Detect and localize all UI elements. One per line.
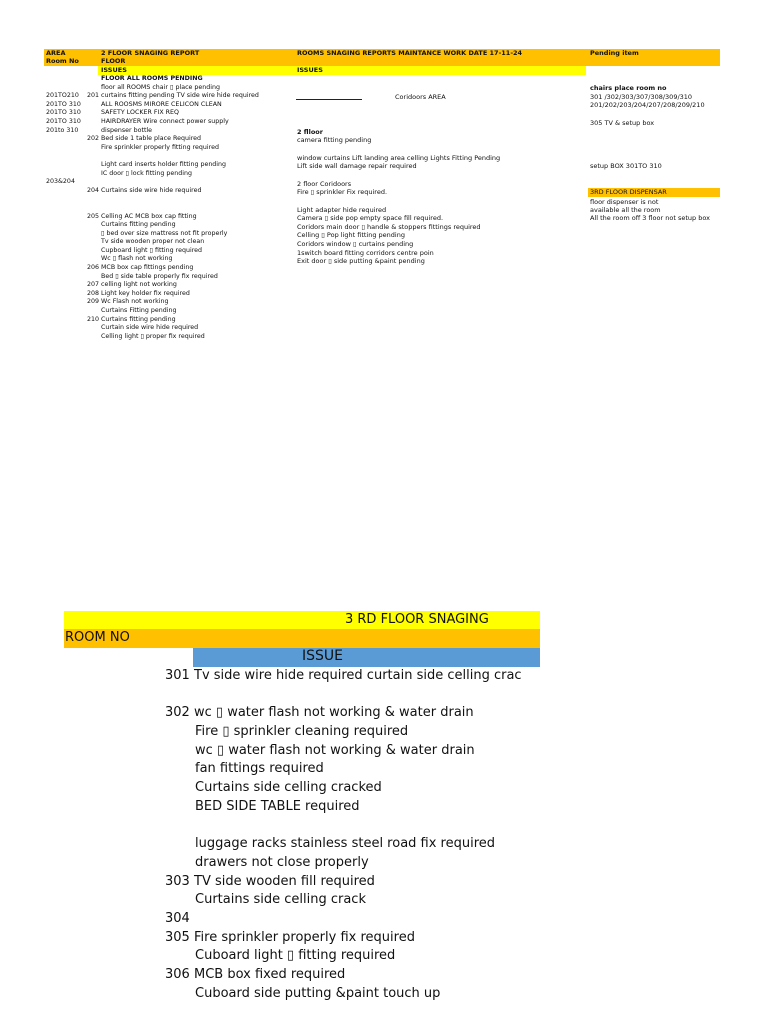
issue-text: Bed side 1 table place Required [101, 135, 202, 143]
mid-item: Lift side wall damage repair required [297, 162, 417, 170]
issue-text: Fire ▯ sprinkler cleaning required [195, 724, 409, 740]
issue-text: Wc Flash not working [101, 298, 169, 306]
list-item [46, 238, 294, 247]
room-number: 206 [87, 264, 100, 272]
list-item [46, 213, 294, 222]
issue-band [193, 648, 540, 667]
report-title: 2 FLOOR SNAGING REPORT [101, 49, 200, 57]
issue-text: Celling light ▯ proper fix required [101, 332, 205, 340]
table-row [165, 854, 540, 873]
table-row [165, 891, 540, 910]
issue-text: BED SIDE TABLE required [195, 798, 360, 814]
sheet2-title: 3 RD FLOOR SNAGING [345, 612, 489, 627]
list-item [46, 324, 294, 333]
issue-text: Bed ▯ side table properly fix required [101, 272, 218, 280]
table-row [165, 947, 540, 966]
room-number: 305 [165, 929, 190, 945]
pending-item: floor dispenser is not [590, 198, 659, 206]
room-number: 303 [165, 873, 190, 889]
issue-text: Fire sprinkler properly fitting required [101, 143, 219, 151]
table-row [165, 798, 540, 817]
list-item [46, 290, 294, 299]
issue-text: IC door ▯ lock fitting pending [101, 169, 192, 177]
list-item [46, 204, 294, 213]
issue-text: SAFETY LOCKER FIX REQ [101, 109, 179, 117]
mid-item: Camera ▯ side pop empty space fill required. [297, 214, 444, 222]
issue-text: Wc ▯ flash not working [101, 255, 173, 263]
issue-text: Cuboard side putting &paint touch up [195, 985, 441, 1001]
mid-item: camera fitting pending [297, 136, 372, 144]
pending-item: 3RD FLOOR DISPENSAR [590, 188, 667, 196]
list-item [46, 152, 294, 161]
list-item [46, 84, 294, 93]
coridoors-underline [296, 99, 362, 100]
issue-text: Light card inserts holder fitting pending [101, 160, 227, 168]
list-item [46, 230, 294, 239]
list-item [46, 144, 294, 153]
floor-header: FLOOR [101, 57, 126, 65]
mid-item: Coridors window ▯ curtains pending [297, 240, 414, 248]
issue-text: MCB box cap fittings pending [101, 264, 194, 272]
table-row [165, 873, 540, 892]
issue-text: TV side wooden fill required [194, 873, 375, 889]
room-number: 209 [87, 298, 100, 306]
left-issue-list [46, 75, 294, 341]
issue-text: floor all ROOMS chair ▯ place pending [101, 83, 220, 91]
area-header: AREA [46, 49, 66, 57]
table-row [165, 686, 540, 705]
issue-text: curtains fitting pending TV side wire hide required [101, 92, 259, 100]
room-number: 205 [87, 212, 100, 220]
issue-label: ISSUE [302, 648, 343, 664]
issue-text: Fire sprinkler properly fix required [194, 929, 415, 945]
room-no-label: ROOM NO [65, 630, 130, 645]
table-row [165, 910, 540, 929]
issue-text: wc ▯ water flash not working & water drain [195, 742, 475, 758]
table-row [165, 760, 540, 779]
issue-text: Curtains fitting pending [101, 221, 176, 229]
list-item [46, 298, 294, 307]
mid-item: Light adapter hide required [297, 206, 387, 214]
list-item [46, 195, 294, 204]
issue-text: ALL ROOSMS MIRORE CELICON CLEAN [101, 100, 222, 108]
mid-item: Celling ▯ Pop light fitting pending [297, 231, 405, 239]
pending-item: 305 TV & setup box [590, 119, 655, 127]
area-cell: 201TO 310 [46, 117, 81, 125]
mid-item: Coridors main door ▯ handle & stoppers fittings required [297, 223, 481, 231]
room-no-band [64, 629, 540, 648]
issue-text: FLOOR ALL ROOMS PENDING [101, 75, 203, 82]
issue-text: Curtains side wire hide required [101, 186, 202, 194]
mid-item: 1switch board fitting corridors centre poin [297, 249, 434, 257]
issue-text: luggage racks stainless steel road fix required [195, 836, 496, 852]
issue-text: MCB box fixed required [194, 967, 346, 982]
room-number: 306 [165, 967, 190, 982]
list-item [46, 170, 294, 179]
issue-text: Celling AC MCB box cap fitting [101, 212, 197, 220]
issue-text: Curtains fitting pending [101, 315, 176, 323]
room-no-header: Room No [46, 57, 79, 65]
table-row [165, 723, 540, 742]
table-row [165, 667, 540, 686]
rooms-report-title: ROOMS SNAGING REPORTS MAINTANCE WORK DATE 17-11-24 [297, 49, 523, 57]
mid-item: 2 flloor [297, 128, 323, 136]
issue-text: Light key holder fix required [101, 289, 190, 297]
list-item [46, 273, 294, 282]
table-row [165, 779, 540, 798]
area-cell: 201to 310 [46, 126, 79, 134]
room-number: 208 [87, 289, 100, 297]
list-item [46, 187, 294, 196]
issues-header-left: ISSUES [101, 66, 127, 74]
issue-text: ▯ bed over size mattress not fit properly [101, 229, 228, 237]
list-item [46, 92, 294, 101]
issue-text: Tv side wooden proper not clean [101, 238, 205, 246]
issues-band-left [98, 66, 294, 75]
table-row [165, 817, 540, 836]
room-number: 210 [87, 315, 100, 323]
pending-item: 201/202/203/204/207/208/209/210 [590, 101, 705, 109]
list-item [46, 221, 294, 230]
table-row [165, 966, 540, 985]
issues-band-mid [294, 66, 586, 75]
issue-text: Cuboard light ▯ fitting required [195, 948, 396, 964]
list-item [46, 307, 294, 316]
issue-text: wc ▯ water flash not working & water drain [194, 705, 474, 721]
list-item [46, 178, 294, 187]
issue-text: Curtains side celling cracked [195, 780, 382, 796]
list-item [46, 333, 294, 342]
issue-text: fan fittings required [195, 761, 324, 777]
room-number: 302 [165, 705, 190, 721]
table-row [165, 742, 540, 761]
list-item [46, 118, 294, 127]
room-number: 202 [87, 135, 100, 143]
mid-item: Coridoors AREA [395, 93, 446, 101]
list-item [46, 247, 294, 256]
mid-item: Fire ▯ sprinkler Fix required. [297, 188, 388, 196]
mid-item: Exit door ▯ side putting &paint pending [297, 257, 425, 265]
room-number: 301 [165, 668, 190, 683]
sheet2-issue-list [165, 667, 540, 1003]
issue-text: celling light not working [101, 281, 177, 289]
area-cell: 201TO210 [46, 92, 79, 100]
issue-text: Curtains side celling crack [195, 892, 366, 908]
issue-text: dispenser bottle [101, 126, 153, 134]
issue-text: HAIRDRAYER Wire connect power supply [101, 117, 229, 125]
pending-item: All the room off 3 floor not setup box [590, 214, 710, 222]
issue-text: Curtains Fitting pending [101, 307, 177, 315]
issue-text: Cupboard light ▯ fitting required [101, 246, 203, 254]
room-number: 204 [87, 186, 100, 194]
room-number: 201 [87, 92, 100, 100]
list-item [46, 264, 294, 273]
room-number: 304 [165, 910, 190, 926]
mid-item: window curtains Lift landing area celling Lights Fitting Pending [297, 154, 501, 162]
list-item [46, 127, 294, 136]
pending-item: available all the room [590, 206, 661, 214]
mid-item: 2 floor Coridoors [297, 180, 352, 188]
list-item [46, 101, 294, 110]
issue-text: Curtain side wire hide required [101, 324, 199, 332]
list-item [46, 281, 294, 290]
list-item [46, 75, 294, 84]
table-row [165, 929, 540, 948]
list-item [46, 135, 294, 144]
area-cell: 201TO 310 [46, 109, 81, 117]
issue-text: drawers not close properly [195, 854, 369, 870]
table-row [165, 835, 540, 854]
list-item [46, 316, 294, 325]
table-row [165, 704, 540, 723]
pending-item: setup BOX 301TO 310 [590, 162, 662, 170]
area-cell: 201TO 310 [46, 100, 81, 108]
list-item [46, 255, 294, 264]
pending-item: 301 /302/303/307/308/309/310 [590, 93, 693, 101]
room-number: 207 [87, 281, 100, 289]
pending-item: chairs place room no [590, 84, 667, 92]
list-item [46, 161, 294, 170]
area-cell: 203&204 [46, 178, 75, 186]
issue-text: Tv side wire hide required curtain side celling crac [194, 668, 522, 683]
pending-item-header: Pending item [590, 49, 639, 57]
list-item [46, 109, 294, 118]
table-row [165, 985, 540, 1004]
issues-header-mid: ISSUES [297, 66, 323, 74]
